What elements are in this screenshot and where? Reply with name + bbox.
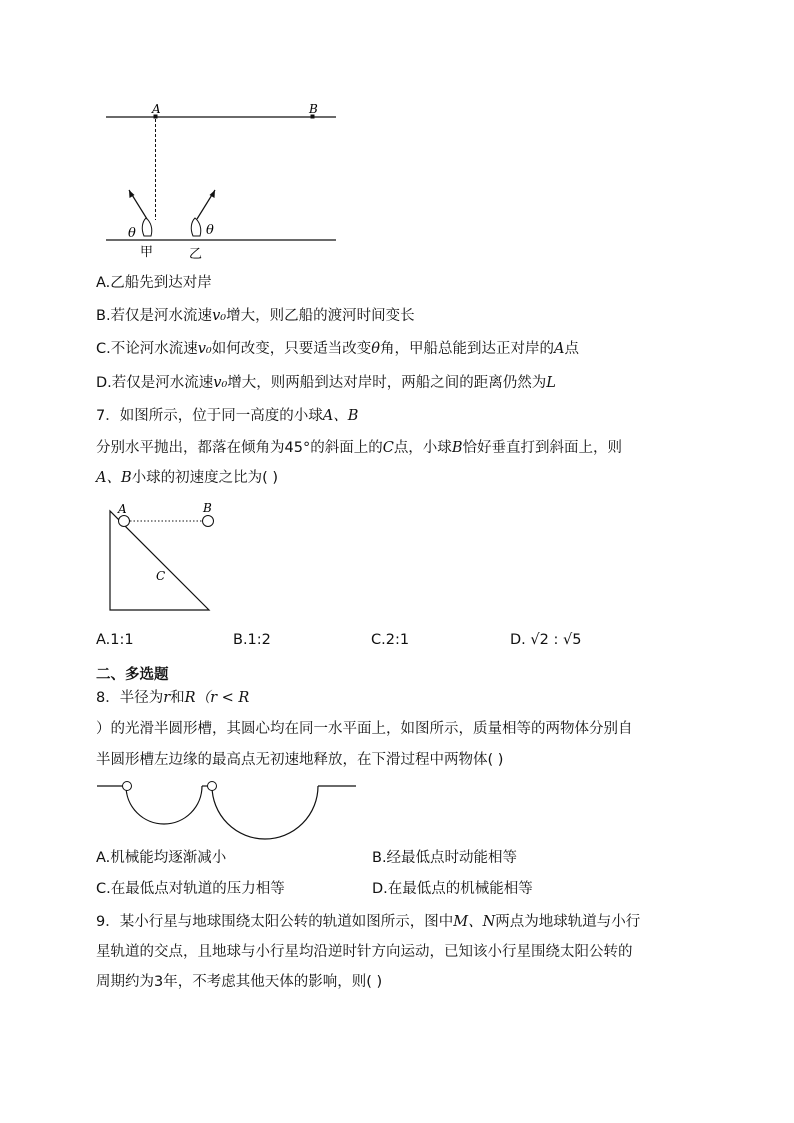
q6-option-a: A.乙船先到达对岸 (96, 275, 212, 291)
math-var: R (184, 690, 196, 706)
text: 点，小球 (393, 440, 452, 456)
text: 增大，则两船到达对岸时，两船之间的距离仍然为 (227, 375, 547, 391)
q9-line-2: 星轨道的交点，且地球与小行星均沿逆时针方向运动，已知该小行星围绕太阳公转的 (96, 944, 633, 960)
semicircle-grooves-figure (94, 778, 359, 840)
math-var: A (553, 341, 565, 357)
math-var: v₀ (213, 375, 228, 391)
q7-option-c: C.2:1 (371, 632, 410, 648)
math-condition: （r < R (195, 690, 250, 706)
text: 如何改变，只要适当改变 (211, 341, 372, 357)
math-var: A、B (96, 470, 132, 486)
text: 小球的初速度之比为( ) (131, 470, 279, 486)
point-b-label: B (309, 102, 318, 116)
math-var: B (451, 440, 463, 456)
boat-jia-shape (142, 218, 152, 236)
text: C.不论河水流速 (96, 341, 198, 357)
section-heading-multiple-choice: 二、多选题 (96, 667, 169, 683)
math-var: r (163, 690, 171, 706)
point-a-label: A (152, 102, 161, 116)
q7-line-1 (96, 406, 358, 426)
boat-jia-label: 甲 (140, 245, 154, 260)
incline-figure (104, 500, 224, 616)
math-var: v₀ (212, 308, 227, 324)
q8-line-2: ）的光滑半圆形槽，其圆心均在同一水平面上，如图所示，质量相等的两物体分别自 (96, 721, 633, 737)
math-var: L (546, 375, 556, 391)
large-groove-arc (212, 786, 318, 839)
q8-option-d: D.在最低点的机械能相等 (372, 881, 533, 897)
text: 恰好垂直打到斜面上，则 (462, 440, 622, 456)
q6-option-d (96, 373, 556, 393)
q7-line-2 (96, 438, 622, 458)
math-var: θ (371, 341, 380, 357)
theta-label-yi: θ (206, 223, 214, 238)
q7-option-d: D. √2 : √5 (510, 632, 582, 648)
math-var: M、N (453, 914, 496, 930)
text: 和 (170, 690, 185, 706)
q7-option-a: A.1:1 (96, 632, 134, 648)
object-small-groove (123, 782, 132, 791)
q8-line-1 (96, 688, 249, 708)
ball-a-label: A (118, 502, 127, 516)
ball-b-label: B (203, 501, 212, 515)
text: 7．如图所示，位于同一高度的小球 (96, 408, 323, 424)
river-crossing-figure (100, 98, 345, 263)
boat-yi-shape (191, 218, 201, 236)
text: 角，甲船总能到达正对岸的 (379, 341, 554, 357)
q8-option-c: C.在最低点对轨道的压力相等 (96, 881, 285, 897)
ball-a (119, 516, 130, 527)
small-groove-arc (126, 786, 202, 824)
text: 9．某小行星与地球围绕太阳公转的轨道如图所示，图中 (96, 914, 454, 930)
ball-b (203, 516, 214, 527)
q8-option-b: B.经最低点时动能相等 (372, 850, 518, 866)
text: D.若仅是河水流速 (96, 375, 214, 391)
q8-option-a: A.机械能均逐渐减小 (96, 850, 227, 866)
text: 点 (564, 341, 579, 357)
q8-line-3: 半圆形槽左边缘的最高点无初速地释放，在下滑过程中两物体( ) (96, 752, 504, 768)
text: 分别水平抛出，都落在倾角为45°的斜面上的 (96, 440, 383, 456)
math-var: v₀ (197, 341, 212, 357)
theta-label-jia: θ (128, 226, 136, 241)
q6-option-c (96, 339, 579, 359)
q7-option-b: B.1:2 (233, 632, 271, 648)
math-var: A、B (322, 408, 359, 424)
text: 两点为地球轨道与小行 (495, 914, 641, 930)
text: 增大，则乙船的渡河时间变长 (226, 308, 415, 324)
q9-line-3: 周期约为3年，不考虑其他天体的影响，则( ) (96, 974, 383, 990)
q9-line-1 (96, 912, 640, 932)
point-c-label: C (156, 569, 166, 583)
object-large-groove (208, 782, 217, 791)
text: B.若仅是河水流速 (96, 308, 213, 324)
boat-yi-label: 乙 (189, 247, 203, 262)
math-var: C (382, 440, 394, 456)
q7-line-3 (96, 468, 278, 488)
text: 8．半径为 (96, 690, 164, 706)
q6-option-b (96, 306, 415, 326)
